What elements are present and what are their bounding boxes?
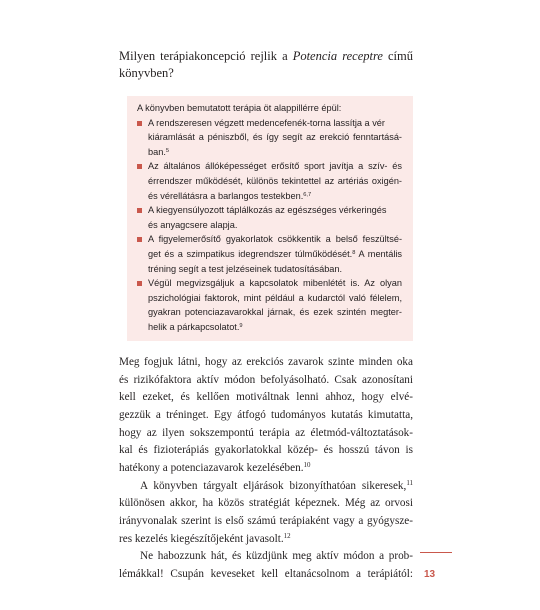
square-bullet-icon [137, 237, 142, 242]
pillar-line [148, 305, 402, 320]
pillar-line [148, 145, 402, 160]
body-line: különösen akkor, ha közös stratégiát képeznek. Még az orvosi [119, 497, 413, 510]
pillar-item [137, 159, 402, 203]
body-line: gezzük a tréninget. Egy átfogó tudományos kutatás kimutatta, [119, 409, 413, 422]
pillar-text: Végül megvizsgáljuk a kapcsolatok mibenlétét is. Az olyan [148, 278, 402, 289]
body-line: kell ezeket, és kellően motiváltnak lenni ahhoz, hogy elvé- [119, 391, 413, 404]
pillar-line [148, 320, 402, 335]
heading-line [119, 65, 413, 82]
body-line: irányvonalak szerint is első számú terápiaként vagy a gyógysze- [119, 515, 413, 528]
footnote-ref: 12 [283, 531, 291, 540]
pillar-text: Az általános állóképességet erősítő sport javítja a szív- és [148, 161, 402, 172]
pillar-item [137, 203, 402, 232]
pillar-text: pszichológiai faktorok, mint például a kudarctól való félelem, [148, 292, 402, 303]
book-title: Potencia receptre [292, 49, 383, 63]
footnote-ref: 10 [303, 461, 311, 470]
body-line [119, 531, 413, 549]
body-line: Ne habozzunk hát, és küzdjünk meg aktív módon a prob- [140, 550, 413, 563]
pillars-box [127, 96, 413, 341]
page-number: 13 [424, 569, 436, 580]
pillars-intro: A könyvben bemutatott terápia öt alappillérre épül: [137, 103, 342, 113]
body-line: kal és fizioterápiás gyakorlatokkal közép- és hosszú távon is [119, 444, 413, 457]
footnote-ref: 6,7 [303, 191, 312, 198]
square-bullet-icon [137, 164, 142, 169]
body-line [119, 478, 413, 496]
pillar-line [148, 218, 402, 233]
paragraph [119, 354, 413, 478]
body-line: Meg fogjuk látni, hogy az erekciós zavarok szinte minden oka [119, 356, 413, 368]
pillar-line [148, 203, 402, 218]
heading-text: Milyen terápiakoncepció rejlik a [119, 49, 288, 63]
body-text [119, 354, 413, 584]
body-line: és rizikófaktora aktív módon befolyásolható. Csak azonosítani [119, 373, 413, 386]
section-question-heading [119, 48, 413, 82]
pillar-line [148, 130, 402, 145]
pillar-text: ban. [148, 146, 166, 157]
body-line [119, 460, 413, 478]
pillar-text: A kiegyensúlyozott táplálkozás az egészséges vérkeringés [148, 205, 387, 216]
pillar-text: get és a szimpatikus idegrendszer túlműködését. [148, 248, 353, 259]
pillar-line [148, 262, 402, 277]
heading-text: című [388, 49, 413, 63]
pillar-text: és anyagcsere alapja. [148, 219, 238, 230]
square-bullet-icon [137, 121, 142, 126]
square-bullet-icon [137, 281, 142, 286]
pillar-line [148, 232, 402, 247]
footnote-ref: 5 [165, 147, 170, 154]
paragraph [119, 548, 413, 583]
pillar-item [137, 276, 402, 334]
pillar-line [148, 174, 402, 189]
pillar-text: gyakran potenciazavarokkal járnak, és ezek szintén megter- [148, 307, 402, 318]
pillar-line [148, 291, 402, 306]
heading-line [119, 48, 413, 65]
pillar-text: A mentális [358, 248, 403, 259]
paragraph [119, 478, 413, 549]
body-line: hogy az ilyen sokszempontú terápia az életmód-változtatások- [119, 426, 413, 439]
page-number-rule [420, 552, 452, 553]
footnote-ref: 8 [352, 249, 356, 256]
pillar-text: tréning segít a test jelzéseinek tudatosításában. [148, 263, 343, 274]
pillar-item [137, 116, 402, 160]
pillar-text: helik a párkapcsolatot. [148, 321, 240, 332]
body-text-span: res kezelés kiegészítőjeként javasolt. [119, 532, 284, 545]
pillar-text: A figyelemerősítő gyakorlatok csökkentik a belső feszültsé- [148, 234, 402, 245]
footnote-ref: 11 [406, 478, 413, 487]
pillar-text: érrendszer működését, különös tekintettel az artériás oxigén- [148, 175, 402, 186]
body-text-span: A könyvben tárgyalt eljárások bizonyíthatóan sikeresek, [140, 479, 407, 492]
pillar-line [148, 247, 402, 262]
pillar-line [148, 276, 402, 291]
pillar-line [148, 116, 402, 131]
body-line: lémákkal! Csupán keveseket kell eltanácsolnom a terápiától: [119, 568, 413, 581]
square-bullet-icon [137, 208, 142, 213]
body-text-span: hatékony a potenciazavarok kezelésében. [119, 462, 304, 475]
footnote-ref: 9 [239, 322, 243, 329]
pillar-item [137, 232, 402, 276]
heading-text: könyvben? [119, 66, 174, 80]
pillar-text: kiáramlását a péniszből, és így segít az erekció fenntartásá- [148, 132, 402, 143]
pillar-text: és vérellátásra a barlangos testekben. [148, 190, 304, 201]
pillar-line [148, 159, 402, 174]
pillar-text: A rendszeresen végzett medencefenék-torna lassítja a vér [148, 117, 385, 128]
pillar-line [148, 189, 402, 204]
